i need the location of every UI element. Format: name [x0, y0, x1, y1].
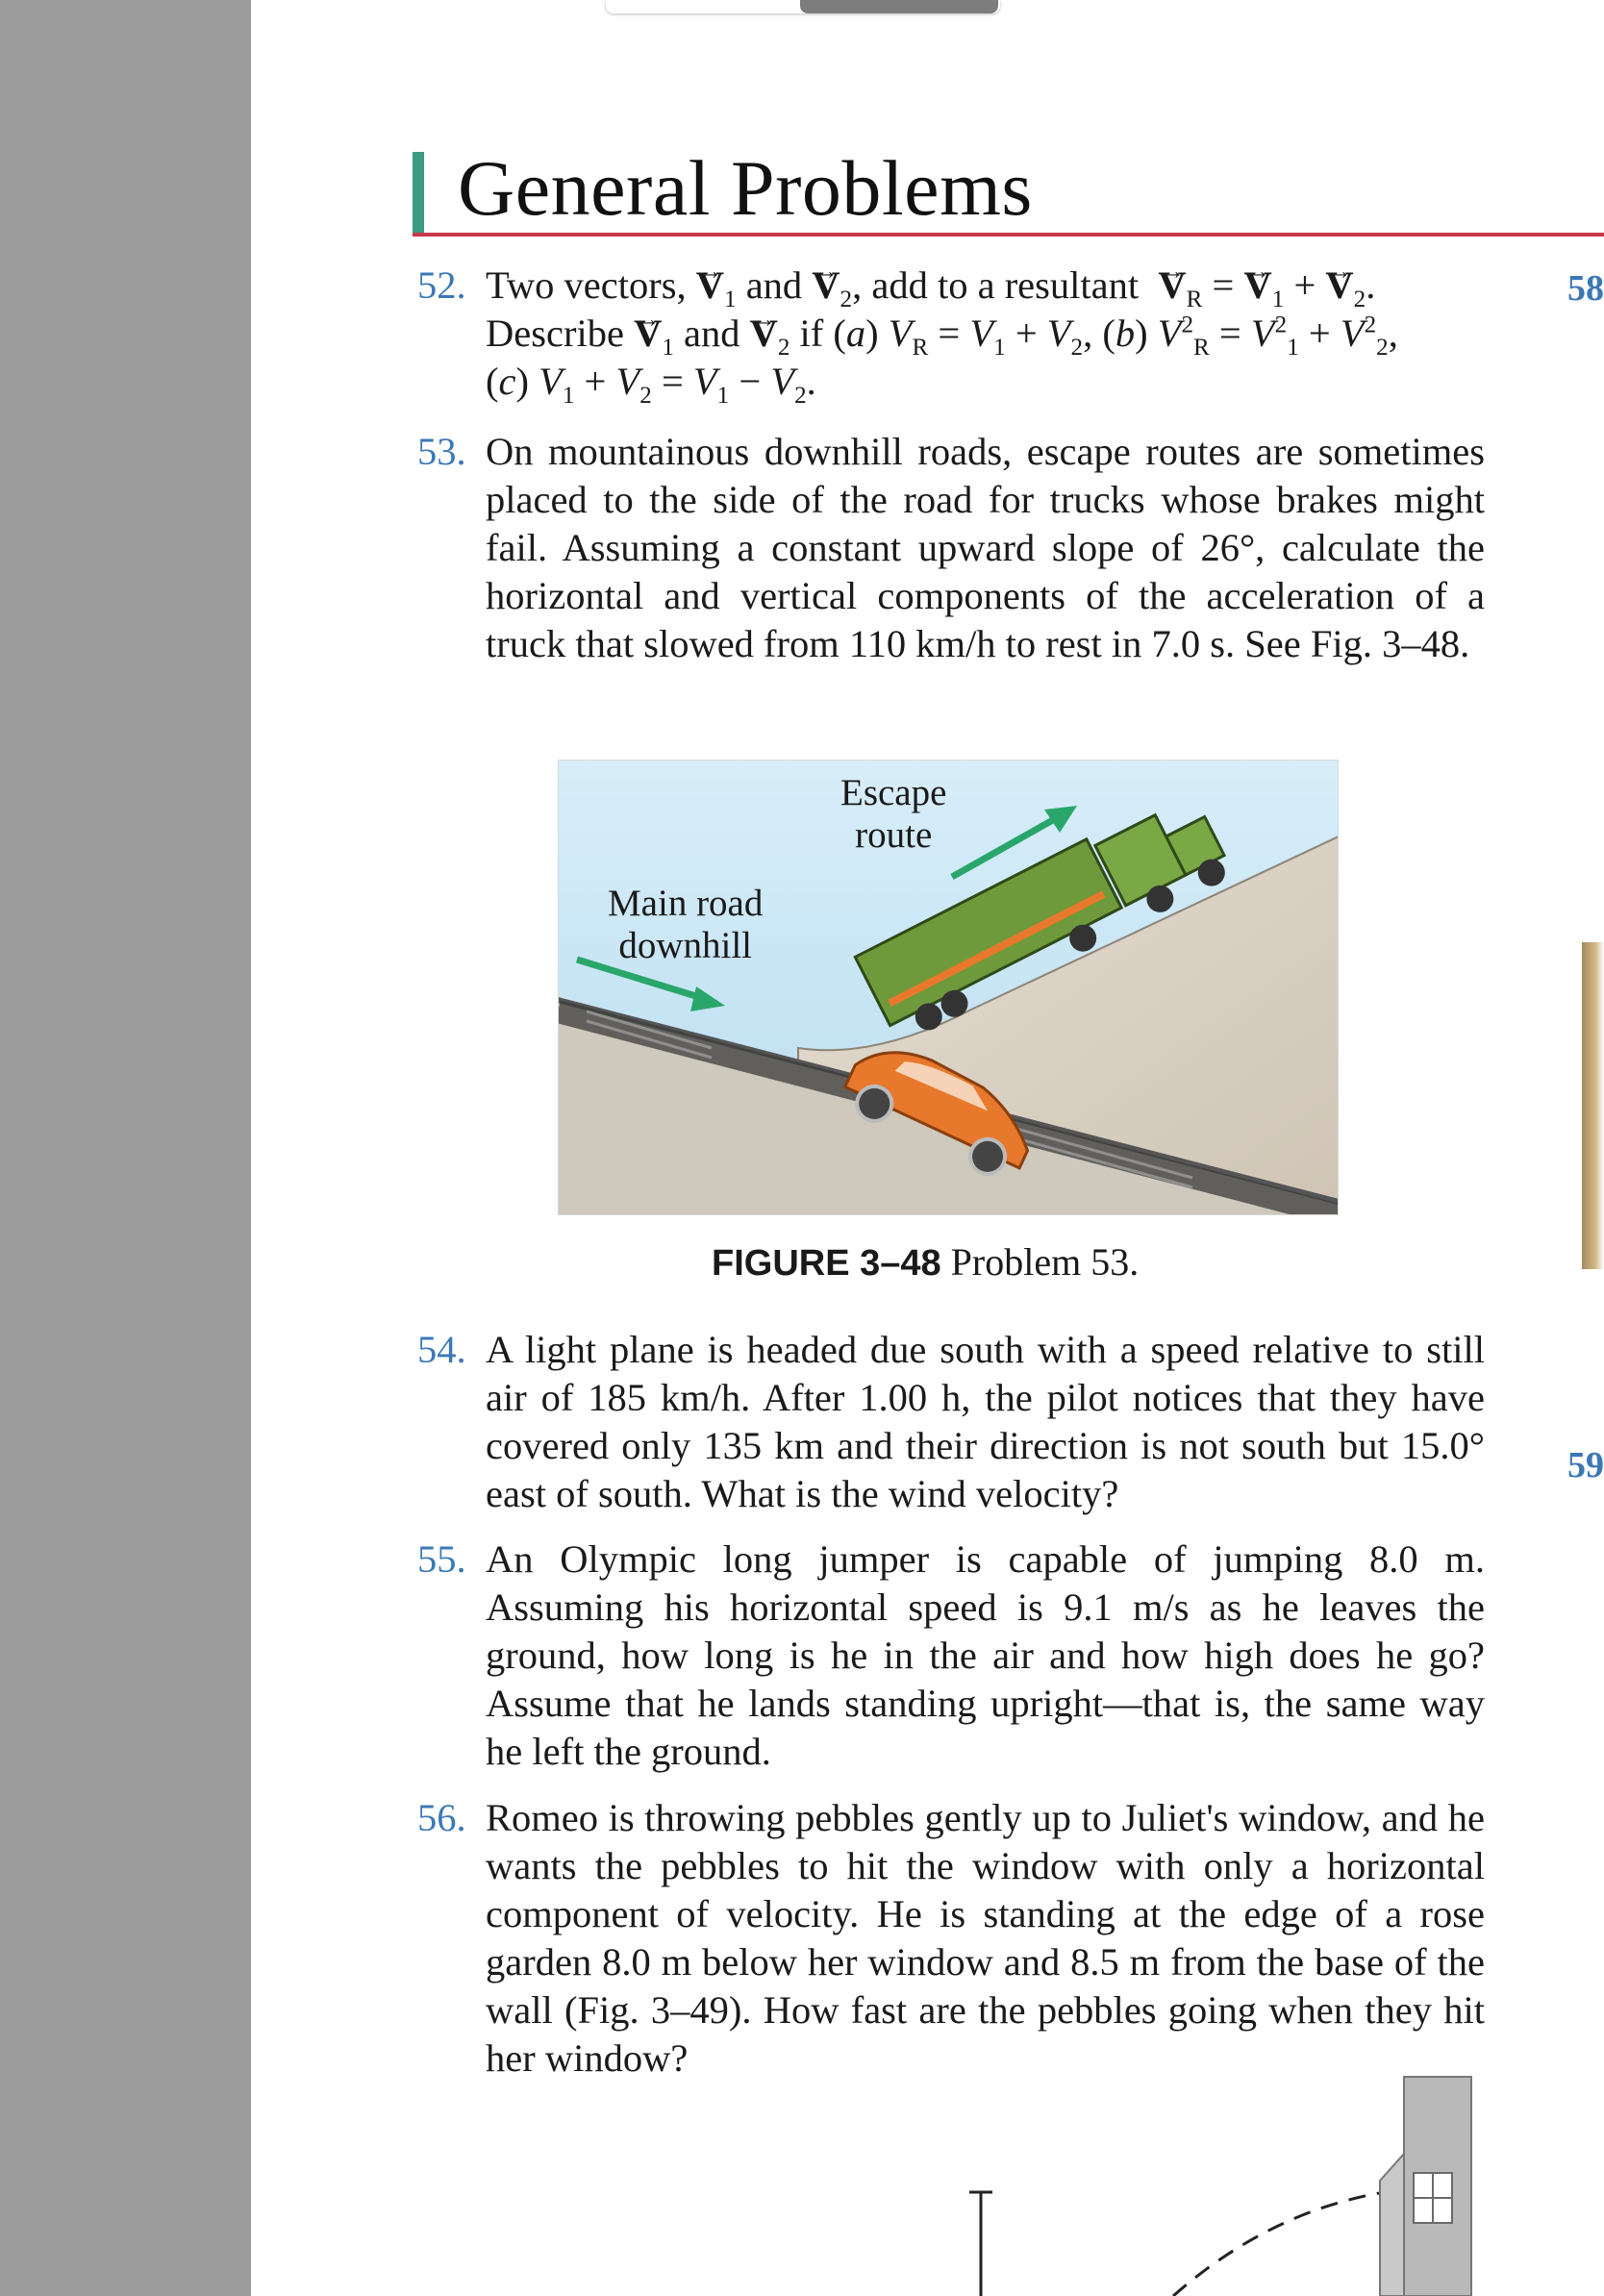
- problem-number: 53.: [417, 430, 466, 473]
- downhill-label-line: downhill: [618, 925, 753, 966]
- problem-53: [417, 428, 1485, 668]
- heading-rule: [413, 233, 1604, 237]
- main-road-label: [608, 883, 763, 967]
- problem-number: 52.: [417, 263, 466, 307]
- problem-number: 54.: [417, 1328, 466, 1371]
- problem-54: [417, 1326, 1485, 1518]
- side-problem-number: 58: [1567, 268, 1604, 309]
- main-road-label-line: Main road: [608, 883, 764, 924]
- figure-caption-label: FIGURE 3–48: [712, 1243, 941, 1284]
- figure-3-48-illustration: [558, 760, 1339, 1215]
- problem-55: [417, 1535, 1485, 1776]
- problem-text: [486, 262, 1485, 410]
- problem-52: [417, 262, 1485, 410]
- escape-label-line: Escape: [840, 772, 947, 813]
- problem-number: 55.: [417, 1537, 466, 1581]
- page-scroll-thumb[interactable]: [800, 0, 998, 13]
- problem-56: [417, 1794, 1485, 2083]
- problem-text: Romeo is throwing pebbles gently up to Juliet's window, and he wants the pebbles to hit the window with only a horizontal component of velocity. He is standing at the edge of a rose garden 8.0 m below her window and 8.5 m from the base of the wall (Fig. 3–49). How fast are the pebbles going when they hit her window?: [486, 1796, 1485, 2080]
- section-title: General Problems: [458, 144, 1033, 232]
- figure-caption-text: Problem 53.: [950, 1240, 1140, 1284]
- escape-route-label: [840, 772, 946, 857]
- side-problem-number: 59: [1567, 1445, 1604, 1485]
- problem-text: A light plane is headed due south with a speed relative to still air of 185 km/h. After 1.00 h, the pilot notices that they have covered only 135 km and their direction is not south but 15.0° east of south. What is the wind velocity?: [486, 1328, 1485, 1515]
- problem-text: An Olympic long jumper is capable of jumping 8.0 m. Assuming his horizontal speed is 9.1 m/s as he leaves the ground, how long is he in the air and how high does he go? Assume that he lands standing upright—that is, the same way he left the ground.: [486, 1537, 1485, 1773]
- figure-3-49-partial: [952, 2067, 1491, 2296]
- problem-line: Describe → $V_1$ and → $V_2$ if (a) $V_R = V_1 + V_2$, (b) $V^2_R = V^2_1 + V^2_2$,: [486, 310, 1485, 358]
- heading-accent-bar: [413, 152, 424, 233]
- problem-line: (c) $V_1 + V_2 = V_1 - V_2$.: [486, 360, 816, 410]
- problem-number: 56.: [417, 1796, 466, 1839]
- left-margin: [0, 0, 251, 2296]
- adjacent-figure-edge: [1582, 942, 1604, 1269]
- route-label-line: route: [855, 814, 933, 856]
- problem-line: Two vectors, → $V_1$ and → $V_2$, add to a resultant → $V_R$ = → $V_1$ + → $V_2$.: [486, 262, 1485, 310]
- problem-text: On mountainous downhill roads, escape routes are sometimes placed to the side of the road for trucks whose brakes might fail. Assuming a constant upward slope of 26°, calculate the horizontal and vertical components of the acceleration of a truck that slowed from 110 km/h to rest in 7.0 s. See Fig. 3–48.: [486, 430, 1485, 665]
- figure-caption: [712, 1238, 1139, 1287]
